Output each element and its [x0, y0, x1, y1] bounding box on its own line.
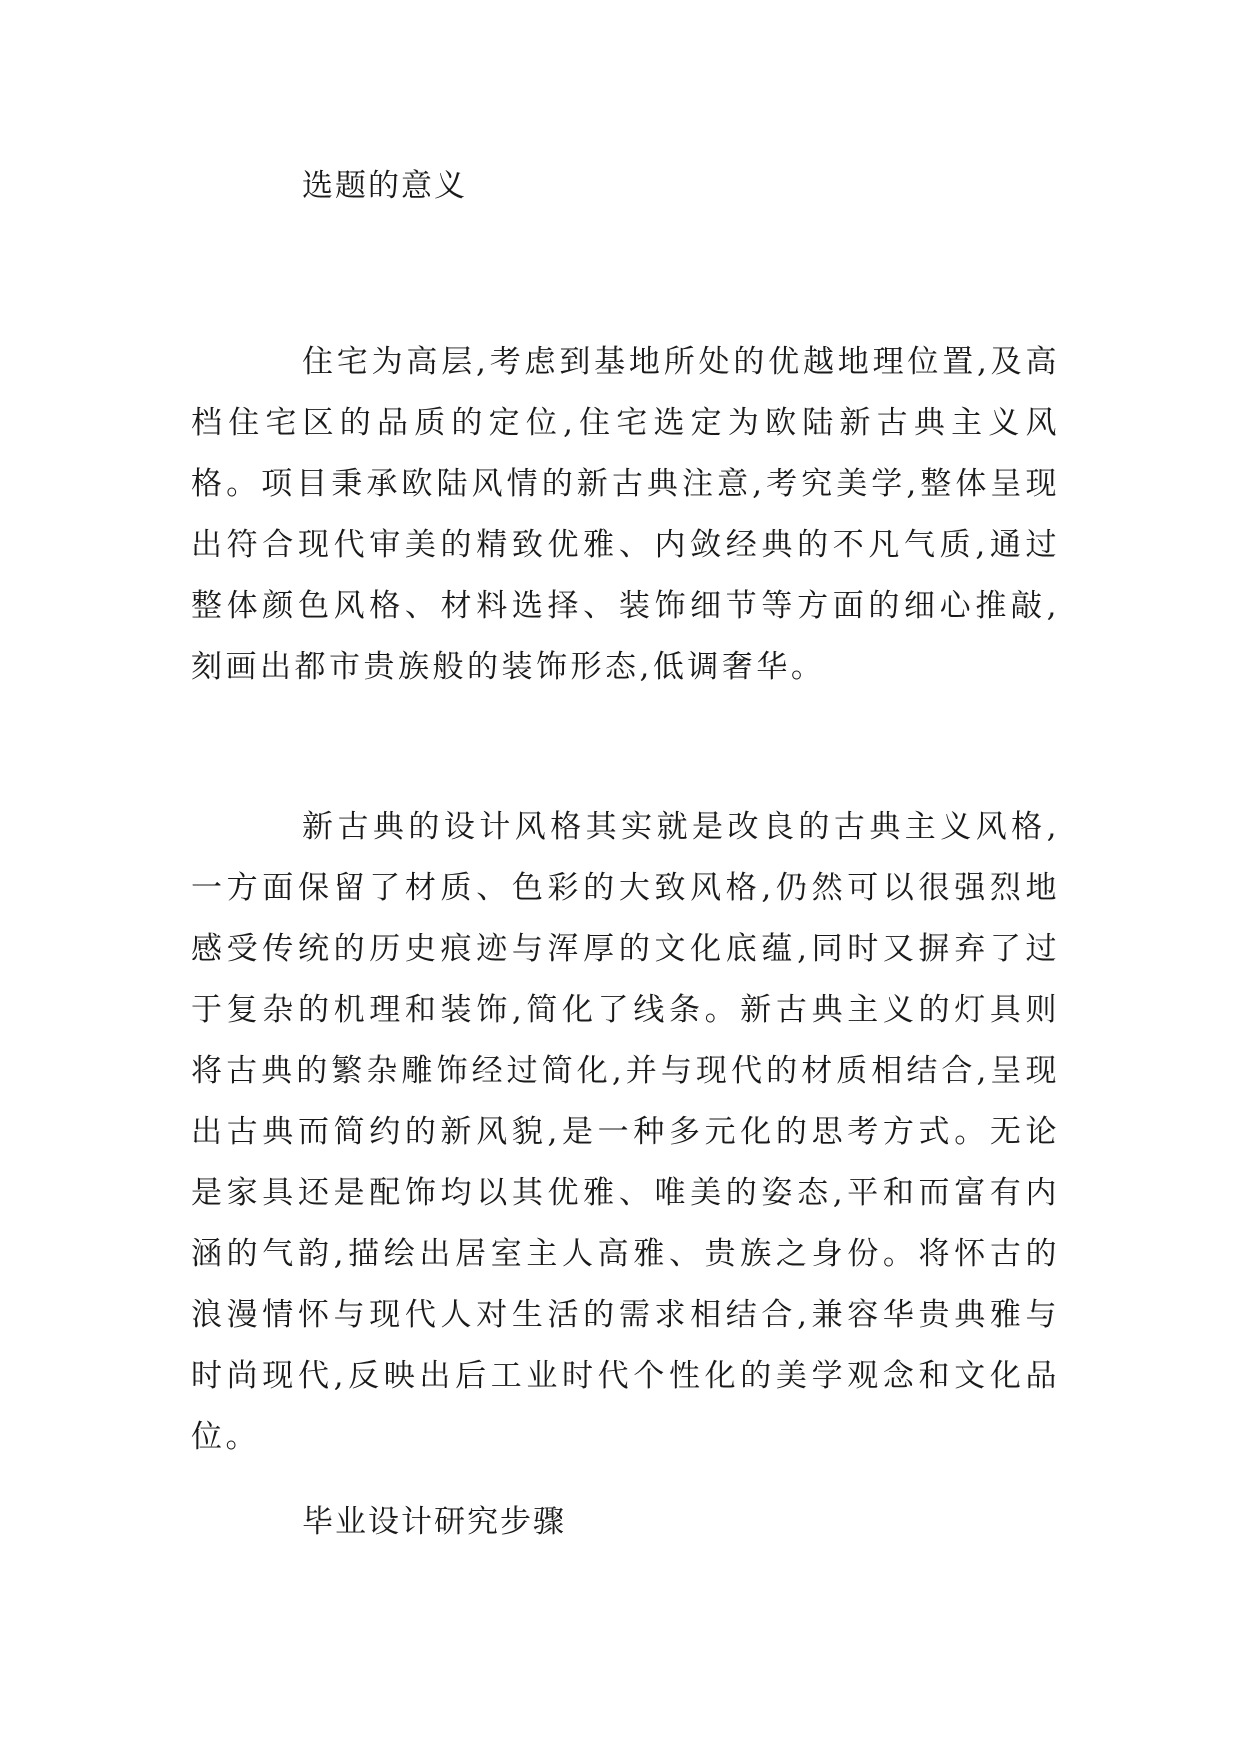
paragraph-neoclassical-style: 新古典的设计风格其实就是改良的古典主义风格,一方面保留了材质、色彩的大致风格,仍然可以很强烈地感受传统的历史痕迹与浑厚的文化底蕴,同时又摒弃了过于复杂的机理和装饰,简化了线条。新古典主义的灯具则将古典的繁杂雕饰经过简化,并与现代的材质相结合,呈现出古典而简约的新风貌,是一种多元化的思考方式。无论是家具还是配饰均以其优雅、唯美的姿态,平和而富有内涵的气韵,描绘出居室主人高雅、贵族之身份。将怀古的浪漫情怀与现代人对生活的需求相结合,兼容华贵典雅与时尚现代,反映出后工业时代个性化的美学观念和文化品位。	[191, 809, 1060, 1455]
section-heading-significance: 选题的意义	[302, 168, 467, 204]
paragraph-residence-style: 住宅为高层,考虑到基地所处的优越地理位置,及高档住宅区的品质的定位,住宅选定为欧陆新古典主义风格。项目秉承欧陆风情的新古典注意,考究美学,整体呈现出符合现代审美的精致优雅、内敛经典的不凡气质,通过整体颜色风格、材料选择、装饰细节等方面的细心推敲,刻画出都市贵族般的装饰形态,低调奢华。	[191, 344, 1060, 685]
section-heading-research-steps: 毕业设计研究步骤	[302, 1504, 566, 1540]
